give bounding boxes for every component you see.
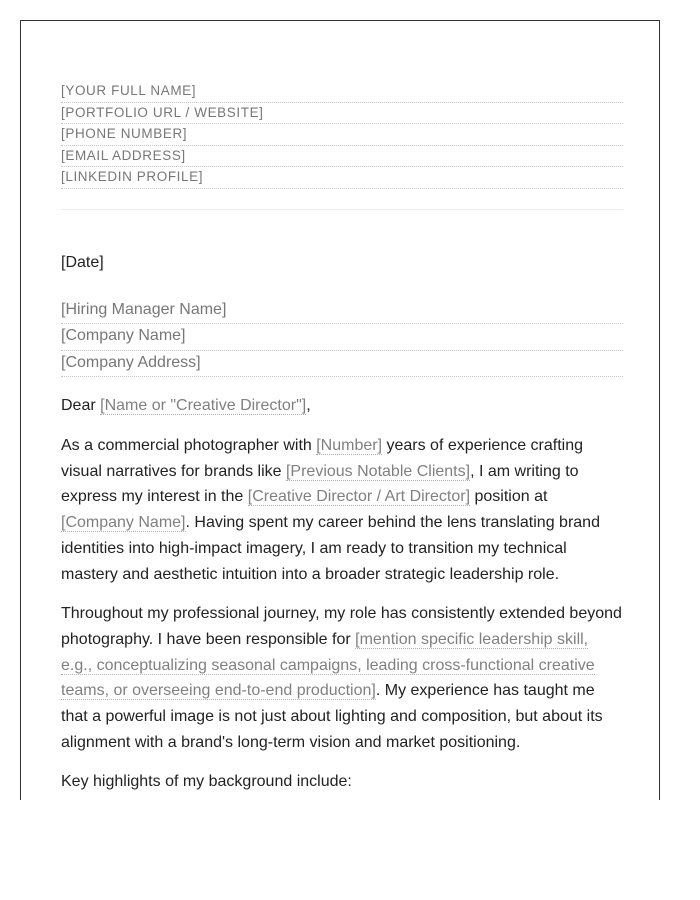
p1-text-3: , I am writing to express my interest in the: [61, 462, 579, 506]
p1-placeholder-position: [Creative Director / Art Director]: [247, 488, 471, 506]
p1-text-5: . Having spent my career behind the lens translating brand identities into high-impact imagery, I am ready to transition my technical mastery and aesthetic intuition into a broader strategic leadership role.: [61, 514, 600, 583]
contact-phone-number: [PHONE NUMBER]: [61, 124, 623, 146]
contact-portfolio-url: [PORTFOLIO URL / WEBSITE]: [61, 103, 623, 125]
salutation-prefix: Dear: [61, 397, 101, 414]
p1-text-4: position at: [470, 488, 548, 506]
body-paragraph-2: [61, 601, 623, 755]
p1-text-2: years of experience crafting visual narratives for brands like: [61, 437, 584, 480]
body-paragraph-1: [61, 433, 623, 587]
header-divider: [61, 209, 623, 210]
p1-text-1: As a commercial photographer with: [61, 437, 317, 454]
contact-header: [61, 81, 623, 189]
letter-content: [61, 81, 623, 795]
contact-linkedin-profile: [LINKEDIN PROFILE]: [61, 167, 623, 189]
salutation-placeholder: [Name or "Creative Director"]: [100, 397, 307, 414]
recipient-company-name: [Company Name]: [61, 324, 623, 351]
letter-date: [Date]: [61, 253, 104, 271]
p1-placeholder-number: [Number]: [316, 437, 383, 454]
p2-text-2: . My experience has taught me that a powerful image is not just about lighting and composition, but about its alignment with a brand's long-term vision and market positioning.: [61, 682, 603, 751]
contact-full-name: [YOUR FULL NAME]: [61, 81, 623, 103]
salutation: [61, 393, 623, 419]
recipient-company-address: [Company Address]: [61, 351, 623, 378]
p2-text-1: Throughout my professional journey, my role has consistently extended beyond photography. I have been responsible for: [61, 605, 622, 648]
recipient-block: [61, 298, 623, 378]
salutation-suffix: ,: [306, 397, 311, 414]
recipient-hiring-manager: [Hiring Manager Name]: [61, 298, 623, 325]
contact-email-address: [EMAIL ADDRESS]: [61, 146, 623, 168]
highlights-intro: Key highlights of my background include:: [61, 773, 352, 791]
p1-placeholder-clients: [Previous Notable Clients]: [285, 462, 471, 480]
letter-page: [20, 20, 660, 800]
p1-placeholder-company: [Company Name]: [61, 514, 186, 532]
p2-placeholder-leadership-skill: [mention specific leadership skill, e.g., conceptualizing seasonal campaigns, leading cross-functional creative teams, or overseeing end-to-end production]: [61, 630, 595, 700]
